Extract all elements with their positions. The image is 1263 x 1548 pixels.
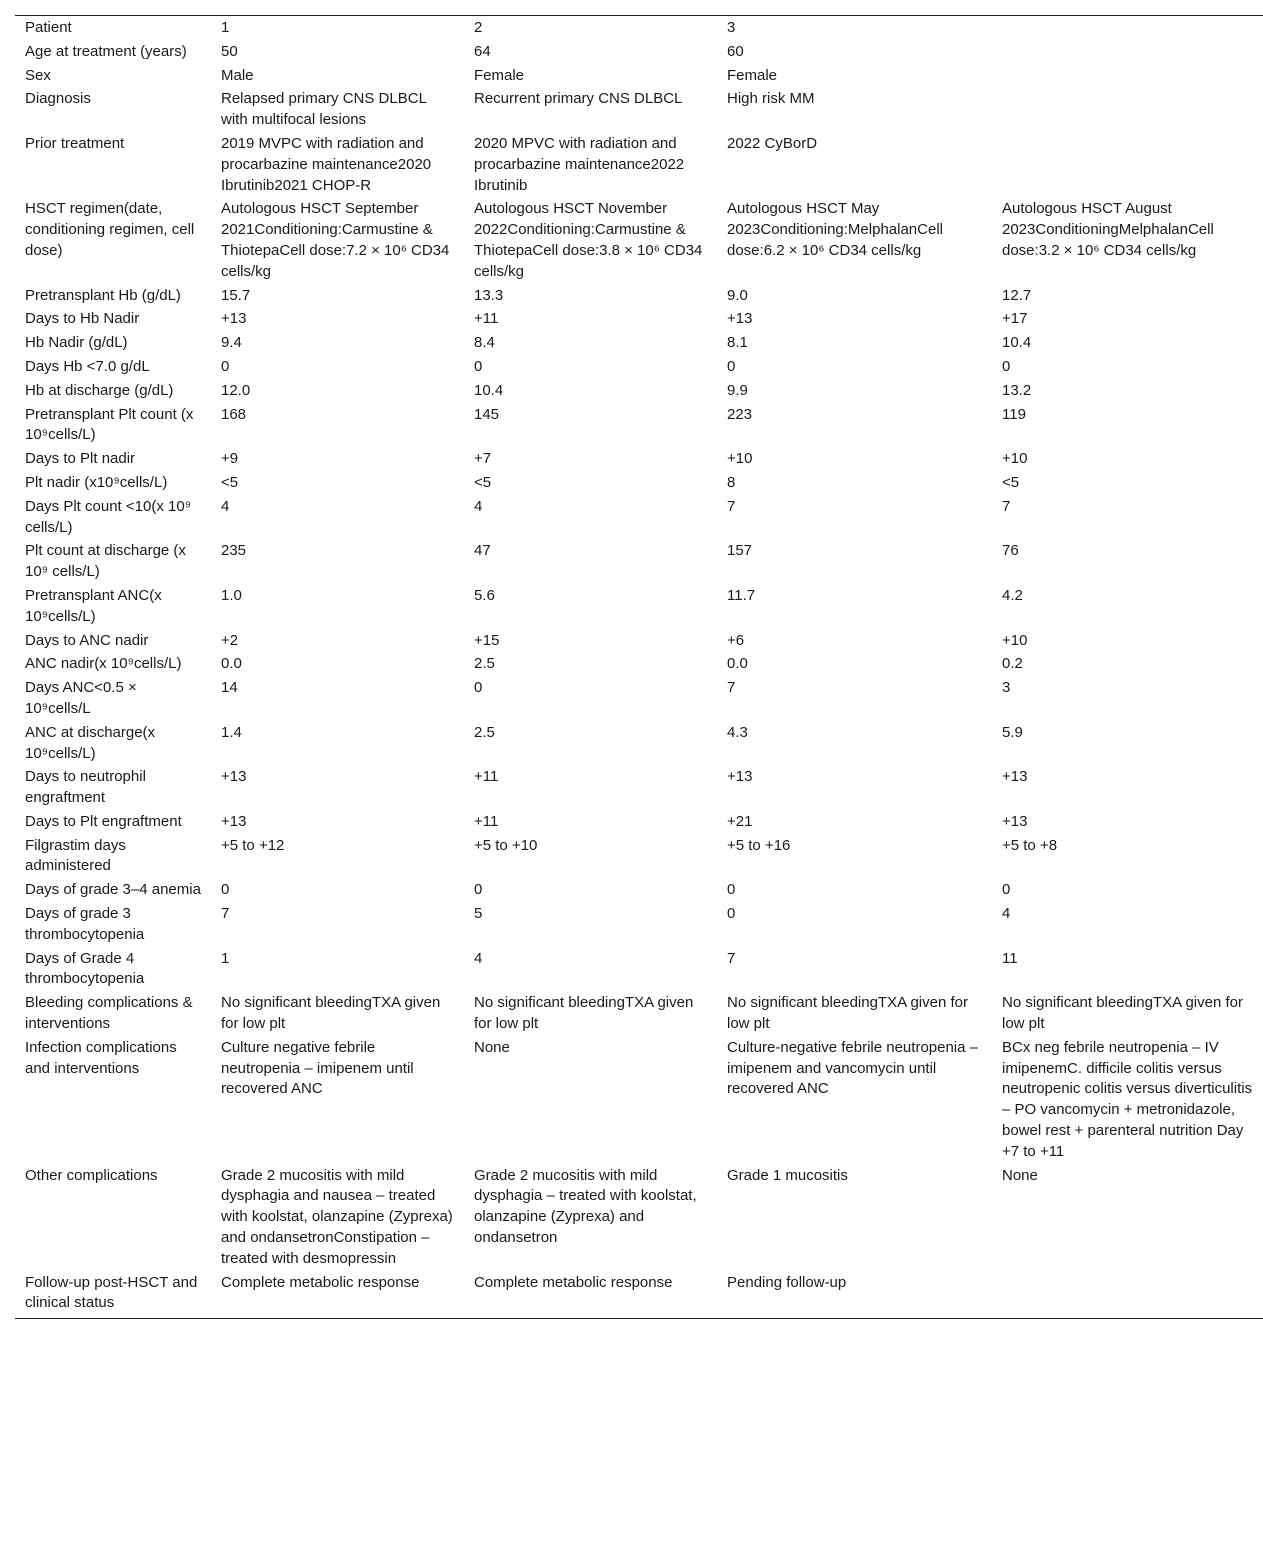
table-cell: 8	[727, 473, 736, 491]
table-cell: 8.4	[474, 334, 495, 352]
table-row	[15, 1272, 1263, 1319]
row-label-cell: HSCT regimen(date, conditioning regimen, cell dose)	[25, 200, 195, 259]
row-label-cell: Plt count at discharge (x 10⁹ cells/L)	[25, 542, 186, 581]
table-cell: 0	[474, 679, 483, 697]
table-cell: 76	[1002, 542, 1019, 560]
table-cell: 9.9	[727, 381, 748, 399]
table-row	[15, 722, 1263, 767]
patient-table	[15, 16, 1263, 1318]
table-cell: 64	[474, 42, 491, 60]
table-cell: Autologous HSCT August 2023ConditioningMelphalanCell dose:3.2 × 10⁶ CD34 cells/kg	[1002, 200, 1214, 259]
table-cell: 11	[1002, 949, 1018, 967]
table-cell: +10	[1002, 631, 1028, 649]
table-cell: BCx neg febrile neutropenia – IV imipenemC. difficile colitis versus neutropenic colitis versus diverticulitis – PO vancomycin + metronidazole, bowel rest + parenteral nutrition Day +7 to +11	[1002, 1038, 1253, 1160]
table-cell: +11	[474, 768, 499, 786]
table-row	[15, 1037, 1263, 1165]
table-row	[15, 380, 1263, 404]
table-cell: +13	[221, 768, 247, 786]
table-cell: +15	[474, 631, 500, 649]
row-label-cell: Pretransplant Hb (g/dL)	[25, 286, 181, 304]
row-label-cell: Hb at discharge (g/dL)	[25, 381, 174, 399]
table-row	[15, 653, 1263, 677]
table-row	[15, 992, 1263, 1037]
table-cell: +13	[1002, 812, 1028, 830]
table-cell: 0.0	[221, 655, 242, 673]
table-row	[15, 404, 1263, 449]
table-cell: Complete metabolic response	[474, 1273, 673, 1291]
table-cell: 157	[727, 542, 753, 560]
table-cell: 8.1	[727, 334, 748, 352]
table-cell: +5 to +8	[1002, 836, 1058, 854]
row-label-cell: Days of grade 3 thrombocytopenia	[25, 905, 145, 943]
table-cell: +17	[1002, 310, 1028, 328]
table-cell: Pending follow-up	[727, 1273, 847, 1291]
row-label-cell: Prior treatment	[25, 134, 125, 152]
table-cell: 2019 MVPC with radiation and procarbazine maintenance2020 Ibrutinib2021 CHOP-R	[221, 134, 432, 194]
table-cell: 4.3	[727, 723, 748, 741]
table-cell: +10	[1002, 450, 1028, 468]
row-label-cell: Sex	[25, 66, 51, 84]
table-row	[15, 332, 1263, 356]
table-cell: +13	[727, 310, 753, 328]
table-cell: Relapsed primary CNS DLBCL with multifocal lesions	[221, 90, 427, 129]
table-row	[15, 948, 1263, 993]
row-label-cell: Days ANC<0.5 × 10⁹cells/L	[25, 679, 137, 717]
table-cell: +2	[221, 631, 239, 649]
table-cell: 5.9	[1002, 723, 1023, 741]
table-row	[15, 41, 1263, 65]
table-cell: Grade 2 mucositis with mild dysphagia – treated with koolstat, olanzapine (Zyprexa) and ondansetron	[474, 1166, 697, 1247]
table-row	[15, 540, 1263, 585]
table-cell: 0.0	[727, 655, 748, 673]
table-cell: +9	[221, 450, 239, 468]
table-cell: 15.7	[221, 286, 251, 304]
table-cell: 4	[474, 497, 483, 515]
table-cell: Male	[221, 66, 254, 84]
table-cell: 5.6	[474, 586, 495, 604]
row-label-cell: Days of Grade 4 thrombocytopenia	[25, 949, 145, 988]
row-label-cell: Follow-up post-HSCT and clinical status	[25, 1273, 198, 1312]
table-cell: 13.2	[1002, 381, 1032, 399]
table-cell: 7	[221, 905, 230, 923]
table-row	[15, 356, 1263, 380]
table-cell: 10.4	[1002, 334, 1032, 352]
table-cell: Culture negative febrile neutropenia – imipenem until recovered ANC	[221, 1038, 414, 1098]
table-row	[15, 133, 1263, 198]
table-cell: 1.0	[221, 586, 242, 604]
table-cell: 1.4	[221, 723, 242, 741]
row-label-cell: Days to neutrophil engraftment	[25, 768, 146, 807]
table-body	[15, 16, 1263, 1318]
table-cell: 2020 MPVC with radiation and procarbazine maintenance2022 Ibrutinib	[474, 134, 685, 194]
table-cell: 119	[1002, 405, 1026, 423]
table-row	[15, 835, 1263, 880]
row-label-cell: Hb Nadir (g/dL)	[25, 334, 128, 352]
row-label-cell: Days to Plt nadir	[25, 450, 136, 468]
table-cell: +6	[727, 631, 745, 649]
table-cell: Autologous HSCT November 2022Conditioning:Carmustine & ThiotepaCell dose:3.8 × 10⁶ CD34 cells/kg	[474, 200, 703, 280]
table-cell: Female	[727, 66, 778, 84]
table-cell: No significant bleedingTXA given for low plt	[221, 994, 441, 1033]
table-row	[15, 903, 1263, 948]
table-cell: 50	[221, 42, 238, 60]
table-row	[15, 496, 1263, 541]
table-row	[15, 448, 1263, 472]
table-cell: Recurrent primary CNS DLBCL	[474, 90, 683, 108]
row-label-cell: Other complications	[25, 1166, 158, 1184]
table-cell: 0	[474, 881, 483, 899]
row-label-cell: Plt nadir (x10⁹cells/L)	[25, 473, 168, 491]
table-cell: 7	[727, 949, 736, 967]
table-cell: +5 to +12	[221, 836, 285, 854]
table-cell: +11	[474, 310, 499, 328]
header-cell: 2	[474, 19, 483, 36]
table-cell: Grade 1 mucositis	[727, 1166, 848, 1184]
table-row	[15, 766, 1263, 811]
table-row	[15, 65, 1263, 89]
table-cell: 0	[1002, 357, 1011, 375]
table-cell: 2022 CyBorD	[727, 134, 818, 152]
row-label-cell: Bleeding complications & interventions	[25, 994, 193, 1033]
table-cell: 7	[1002, 497, 1011, 515]
table-row	[15, 198, 1263, 284]
table-cell: <5	[1002, 473, 1020, 491]
row-label-cell: Infection complications and interventions	[25, 1038, 177, 1077]
table-cell: +5 to +16	[727, 836, 791, 854]
header-cell: 3	[727, 19, 736, 36]
table-row	[15, 1165, 1263, 1272]
header-cell: Patient	[25, 19, 72, 36]
table-cell: 0	[727, 881, 736, 899]
table-cell: <5	[474, 473, 492, 491]
table-cell: 4	[1002, 905, 1011, 923]
table-cell: 9.4	[221, 334, 242, 352]
table-cell: Complete metabolic response	[221, 1273, 420, 1291]
table-cell	[992, 65, 1263, 89]
table-row	[15, 630, 1263, 654]
table-cell: None	[1002, 1166, 1038, 1184]
row-label-cell: Age at treatment (years)	[25, 42, 187, 60]
table-cell: <5	[221, 473, 239, 491]
table-cell	[992, 88, 1263, 133]
table-cell: 9.0	[727, 286, 748, 304]
table-cell: 4	[221, 497, 230, 515]
table-cell: No significant bleedingTXA given for low plt	[727, 994, 968, 1033]
table-cell: 0	[727, 357, 736, 375]
table-cell	[992, 1272, 1263, 1319]
row-label-cell: Filgrastim days administered	[25, 836, 126, 875]
row-label-cell: Days Hb <7.0 g/dL	[25, 357, 150, 375]
table-cell: Autologous HSCT May 2023Conditioning:MelphalanCell dose:6.2 × 10⁶ CD34 cells/kg	[727, 200, 943, 259]
table-cell: 0	[727, 905, 736, 923]
table-cell: 3	[1002, 679, 1011, 697]
table-cell: +7	[474, 450, 492, 468]
table-cell: High risk MM	[727, 90, 815, 108]
table-cell: +13	[1002, 768, 1028, 786]
table-row	[15, 585, 1263, 630]
table-cell: 235	[221, 542, 247, 560]
table-cell	[992, 133, 1263, 198]
table-cell: Culture-negative febrile neutropenia – imipenem and vancomycin until recovered ANC	[727, 1038, 978, 1098]
table-cell: 13.3	[474, 286, 504, 304]
table-cell: 168	[221, 405, 247, 423]
patient-table-container	[15, 15, 1263, 1319]
table-cell: 223	[727, 405, 753, 423]
table-cell: 2.5	[474, 655, 495, 673]
header-cell	[992, 16, 1263, 41]
table-cell: +13	[221, 812, 247, 830]
header-cell: 1	[221, 19, 230, 36]
table-cell: 10.4	[474, 381, 504, 399]
row-label-cell: Days to ANC nadir	[25, 631, 149, 649]
table-cell	[992, 41, 1263, 65]
table-row	[15, 677, 1263, 722]
table-cell: 1	[221, 949, 230, 967]
table-row	[15, 811, 1263, 835]
table-row	[15, 472, 1263, 496]
row-label-cell: Days to Hb Nadir	[25, 310, 140, 328]
table-cell: Autologous HSCT September 2021Conditioning:Carmustine & ThiotepaCell dose:7.2 × 10⁶ CD34 cells/kg	[221, 200, 450, 280]
table-cell: 12.0	[221, 381, 251, 399]
table-row	[15, 88, 1263, 133]
table-cell: +10	[727, 450, 753, 468]
table-cell: 4	[474, 949, 483, 967]
table-cell: No significant bleedingTXA given for low plt	[474, 994, 694, 1033]
table-cell: Female	[474, 66, 525, 84]
table-cell: 47	[474, 542, 491, 560]
row-label-cell: Pretransplant Plt count (x 10⁹cells/L)	[25, 405, 194, 444]
table-cell: 2.5	[474, 723, 495, 741]
table-cell: +13	[221, 310, 247, 328]
table-cell: 0	[221, 357, 230, 375]
row-label-cell: Days to Plt engraftment	[25, 812, 182, 830]
table-cell: 12.7	[1002, 286, 1032, 304]
row-label-cell: ANC at discharge(x 10⁹cells/L)	[25, 723, 156, 762]
table-cell: 145	[474, 405, 500, 423]
table-cell: 0	[221, 881, 230, 899]
table-cell: 0.2	[1002, 655, 1023, 673]
table-cell: +11	[474, 812, 499, 830]
table-cell: 7	[727, 679, 736, 697]
table-cell: +13	[727, 768, 753, 786]
table-cell: Grade 2 mucositis with mild dysphagia and nausea – treated with koolstat, olanzapine (Zyprexa) and ondansetronConstipation – treated with desmopressin	[221, 1166, 453, 1267]
table-row	[15, 879, 1263, 903]
row-label-cell: ANC nadir(x 10⁹cells/L)	[25, 655, 182, 673]
table-cell: 7	[727, 497, 736, 515]
table-cell: No significant bleedingTXA given for low plt	[1002, 994, 1243, 1033]
row-label-cell: Days of grade 3–4 anemia	[25, 881, 201, 899]
table-cell: 5	[474, 905, 483, 923]
table-cell: 4.2	[1002, 586, 1023, 604]
table-cell: 0	[1002, 881, 1011, 899]
table-cell: +21	[727, 812, 753, 830]
table-cell: 14	[221, 679, 238, 697]
table-row	[15, 285, 1263, 309]
table-header-row	[15, 16, 1263, 41]
table-row	[15, 308, 1263, 332]
table-cell: None	[474, 1038, 510, 1056]
row-label-cell: Pretransplant ANC(x 10⁹cells/L)	[25, 586, 162, 625]
table-cell: +5 to +10	[474, 836, 538, 854]
table-cell: 0	[474, 357, 483, 375]
table-cell: 60	[727, 42, 744, 60]
table-cell: 11.7	[727, 586, 756, 604]
row-label-cell: Days Plt count <10(x 10⁹ cells/L)	[25, 497, 192, 536]
row-label-cell: Diagnosis	[25, 90, 91, 108]
